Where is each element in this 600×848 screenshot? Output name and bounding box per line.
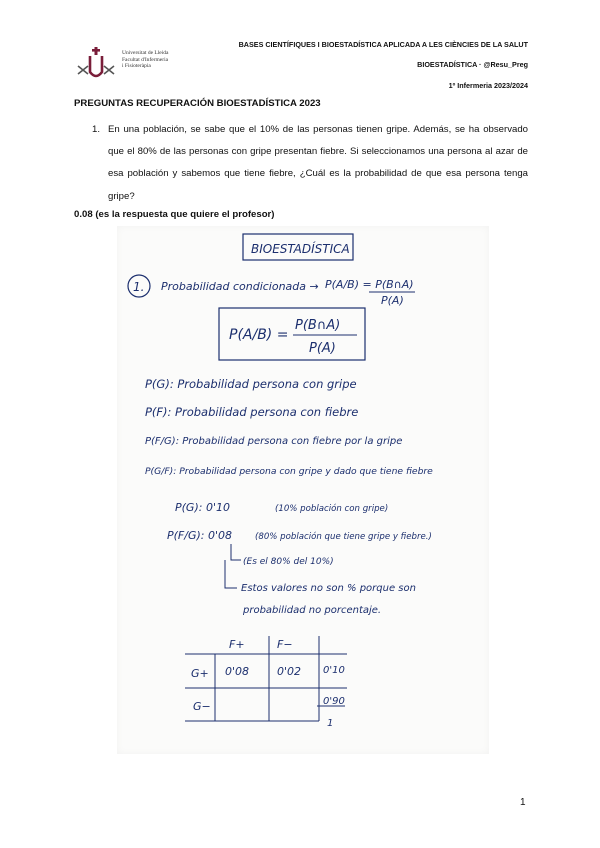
formula-num: P(B∩A) (295, 318, 341, 333)
table-cell-g-plus-f-minus: 0'02 (277, 665, 302, 678)
logo-line-2: Facultat d'Infermeria (122, 56, 169, 63)
header-year (449, 81, 528, 90)
header-year-value: 2023/2024 (494, 81, 528, 90)
header-subject: BIOESTADÍSTICA · @Resu_Preg (417, 60, 528, 69)
table-cell-g-plus-total: 0'10 (323, 665, 345, 676)
notes-def-2: P(F): Probabilidad persona con fiebre (145, 405, 359, 419)
notes-item-number: 1. (133, 280, 145, 294)
notes-arrow-1: (Es el 80% del 10%) (243, 557, 334, 567)
handwritten-notes-image (117, 226, 489, 754)
arrow-1 (231, 544, 241, 560)
notes-val-2-note: (80% población que tiene gripe y fiebre.) (255, 532, 432, 542)
formula-left: P(A/B) = (229, 327, 289, 343)
notes-val-1: P(G): 0'10 (175, 501, 230, 514)
logo-line-3: i Fisioteràpia (122, 63, 151, 69)
notes-cond-den: P(A) (381, 294, 404, 307)
logo-text (122, 50, 168, 70)
logo-line-1: Universitat de Lleida (122, 50, 169, 56)
table-row-2: G− (193, 700, 211, 713)
notes-arrow-3: probabilidad no porcentaje. (243, 605, 382, 616)
notes-val-2: P(F/G): 0'08 (167, 529, 232, 542)
question-text: En una población, se sabe que el 10% de las personas tienen gripe. Además, se ha observado que el 80% de las personas con gripe presentan fiebre. Si seleccionamos una persona al azar de esa población y sabemos que tiene fiebre, ¿Cuál es la probabilidad de que esa persona tenga gripe? (108, 124, 528, 202)
university-logo (74, 44, 194, 84)
probability-table (185, 636, 347, 729)
answer-text: 0.08 (es la respuesta que quiere el profesor) (74, 209, 275, 220)
question-number: 1. (92, 124, 101, 135)
university-crest-icon (74, 44, 118, 84)
notes-cond-top: P(A/B) = P(B∩A) (325, 278, 414, 291)
notes-def-4: P(G/F): Probabilidad persona con gripe y dado que tiene fiebre (145, 466, 433, 477)
notes-heading: BIOESTADÍSTICA (251, 242, 350, 256)
table-grand-total: 1 (327, 718, 334, 729)
arrow-2 (225, 560, 237, 588)
header-course-title: BASES CIENTÍFIQUES I BIOESTADÍSTICA APLICADA A LES CIÈNCIES DE LA SALUT (238, 40, 528, 49)
notes-arrow-2: Estos valores no son % porque son (241, 583, 416, 594)
table-col-2: F− (277, 638, 293, 651)
document-title: PREGUNTAS RECUPERACIÓN BIOESTADÍSTICA 2023 (74, 98, 321, 109)
table-cell-g-plus-f-plus: 0'08 (225, 665, 250, 678)
table-row-1: G+ (191, 667, 209, 680)
notes-cond-label: Probabilidad condicionada → (161, 280, 319, 293)
formula-den: P(A) (309, 341, 336, 356)
notes-canvas (117, 226, 489, 754)
header-course: 1º Infermeria (448, 81, 493, 90)
table-col-1: F+ (229, 638, 245, 651)
notes-def-3: P(F/G): Probabilidad persona con fiebre por la gripe (145, 436, 403, 447)
table-cell-g-minus-total: 0'90 (323, 696, 345, 707)
notes-val-1-note: (10% población con gripe) (275, 504, 389, 514)
notes-def-1: P(G): Probabilidad persona con gripe (145, 377, 357, 391)
page-number: 1 (520, 797, 526, 808)
